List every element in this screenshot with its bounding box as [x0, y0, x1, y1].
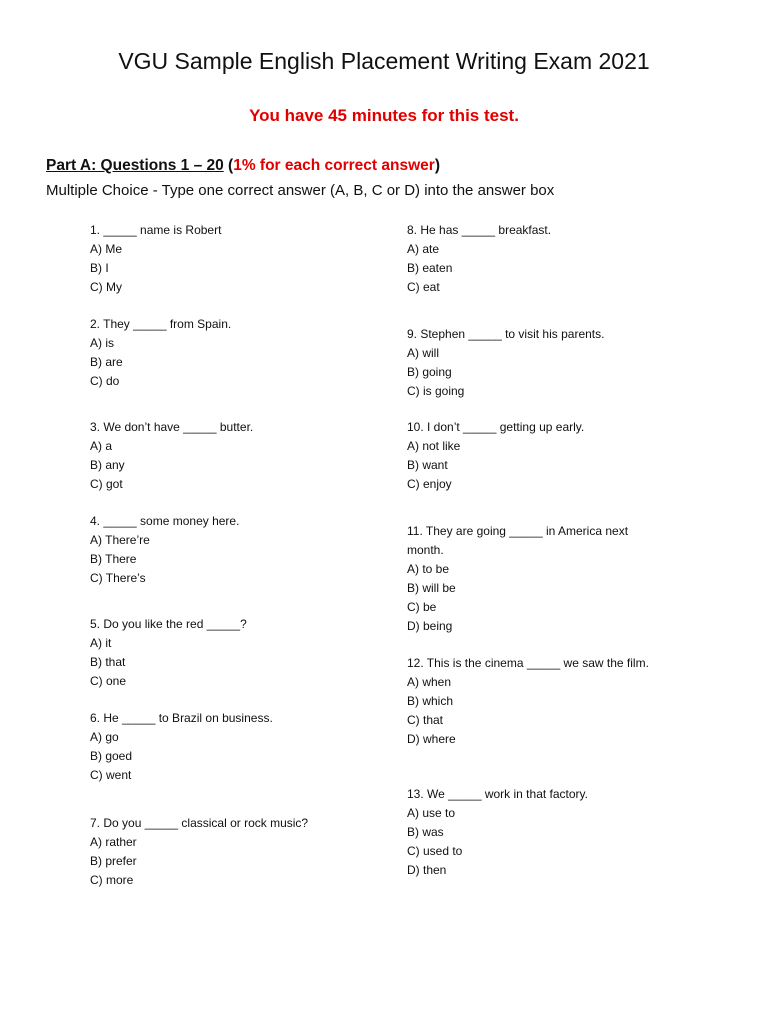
option-a: A) to be	[407, 562, 450, 576]
option-c: C) got	[90, 477, 123, 491]
question-stem: 10. I don’t _____ getting up early.	[407, 420, 585, 434]
question-8	[407, 221, 551, 297]
option-a: A) when	[407, 675, 452, 689]
part-a-scoring: 1% for each correct answer	[233, 157, 435, 174]
question-10	[407, 418, 584, 494]
question-stem: 9. Stephen _____ to visit his parents.	[407, 327, 605, 341]
option-c: C) There’s	[90, 571, 146, 585]
question-stem: 13. We _____ work in that factory.	[407, 787, 588, 801]
part-a-paren-open: (	[223, 157, 234, 174]
question-13	[407, 785, 588, 880]
option-c: C) My	[90, 280, 122, 294]
option-c: C) be	[407, 600, 437, 614]
question-stem: 1. _____ name is Robert	[90, 223, 222, 237]
question-7	[90, 814, 308, 890]
part-a-paren-close: )	[434, 157, 440, 174]
option-a: A) go	[90, 730, 119, 744]
question-stem: 8. He has _____ breakfast.	[407, 223, 552, 237]
option-c: C) do	[90, 374, 120, 388]
time-limit-note: You have 45 minutes for this test.	[249, 106, 519, 125]
question-stem: 5. Do you like the red _____?	[90, 617, 247, 631]
question-stem: 4. _____ some money here.	[90, 514, 240, 528]
option-a: A) it	[90, 636, 112, 650]
option-b: B) that	[90, 655, 126, 669]
option-d: D) being	[407, 619, 453, 633]
option-c: C) went	[90, 768, 132, 782]
option-c: C) more	[90, 873, 134, 887]
question-12	[407, 654, 649, 749]
option-b: B) will be	[407, 581, 456, 595]
question-9	[407, 325, 604, 401]
option-c: C) one	[90, 674, 127, 688]
question-3	[90, 418, 253, 494]
option-d: D) where	[407, 732, 456, 746]
option-b: B) There	[90, 552, 137, 566]
page-title: VGU Sample English Placement Writing Exam 2021	[118, 48, 650, 74]
option-c: C) that	[407, 713, 444, 727]
instructions: Multiple Choice - Type one correct answer (A, B, C or D) into the answer box	[46, 182, 555, 199]
option-b: B) goed	[90, 749, 133, 763]
question-stem: 3. We don’t have _____ butter.	[90, 420, 254, 434]
option-a: A) is	[90, 336, 114, 350]
question-6	[90, 709, 273, 785]
option-a: A) not like	[407, 439, 461, 453]
question-stem: 7. Do you _____ classical or rock music?	[90, 816, 309, 830]
option-a: A) ate	[407, 242, 440, 256]
question-stem: 11. They are going _____ in America next month.	[407, 524, 629, 557]
option-b: B) any	[90, 458, 125, 472]
option-b: B) was	[407, 825, 444, 839]
option-b: B) are	[90, 355, 123, 369]
option-a: A) Me	[90, 242, 123, 256]
option-a: A) a	[90, 439, 113, 453]
option-a: A) will	[407, 346, 439, 360]
option-b: B) which	[407, 694, 454, 708]
option-c: C) enjoy	[407, 477, 452, 491]
question-1	[90, 221, 221, 297]
question-stem: 12. This is the cinema _____ we saw the film.	[407, 656, 649, 670]
option-c: C) is going	[407, 384, 465, 398]
question-2	[90, 315, 231, 391]
question-11	[407, 522, 657, 636]
question-5	[90, 615, 247, 691]
question-4	[90, 512, 239, 588]
option-c: C) eat	[407, 280, 440, 294]
option-b: B) I	[90, 261, 109, 275]
option-b: B) prefer	[90, 854, 137, 868]
part-a-heading	[46, 157, 440, 175]
option-b: B) want	[407, 458, 448, 472]
option-c: C) used to	[407, 844, 463, 858]
option-b: B) eaten	[407, 261, 453, 275]
question-stem: 6. He _____ to Brazil on business.	[90, 711, 273, 725]
option-a: A) rather	[90, 835, 137, 849]
option-a: A) use to	[407, 806, 456, 820]
option-b: B) going	[407, 365, 452, 379]
question-stem: 2. They _____ from Spain.	[90, 317, 232, 331]
option-d: D) then	[407, 863, 447, 877]
option-a: A) There’re	[90, 533, 150, 547]
part-a-label: Part A: Questions 1 – 20	[46, 157, 224, 174]
